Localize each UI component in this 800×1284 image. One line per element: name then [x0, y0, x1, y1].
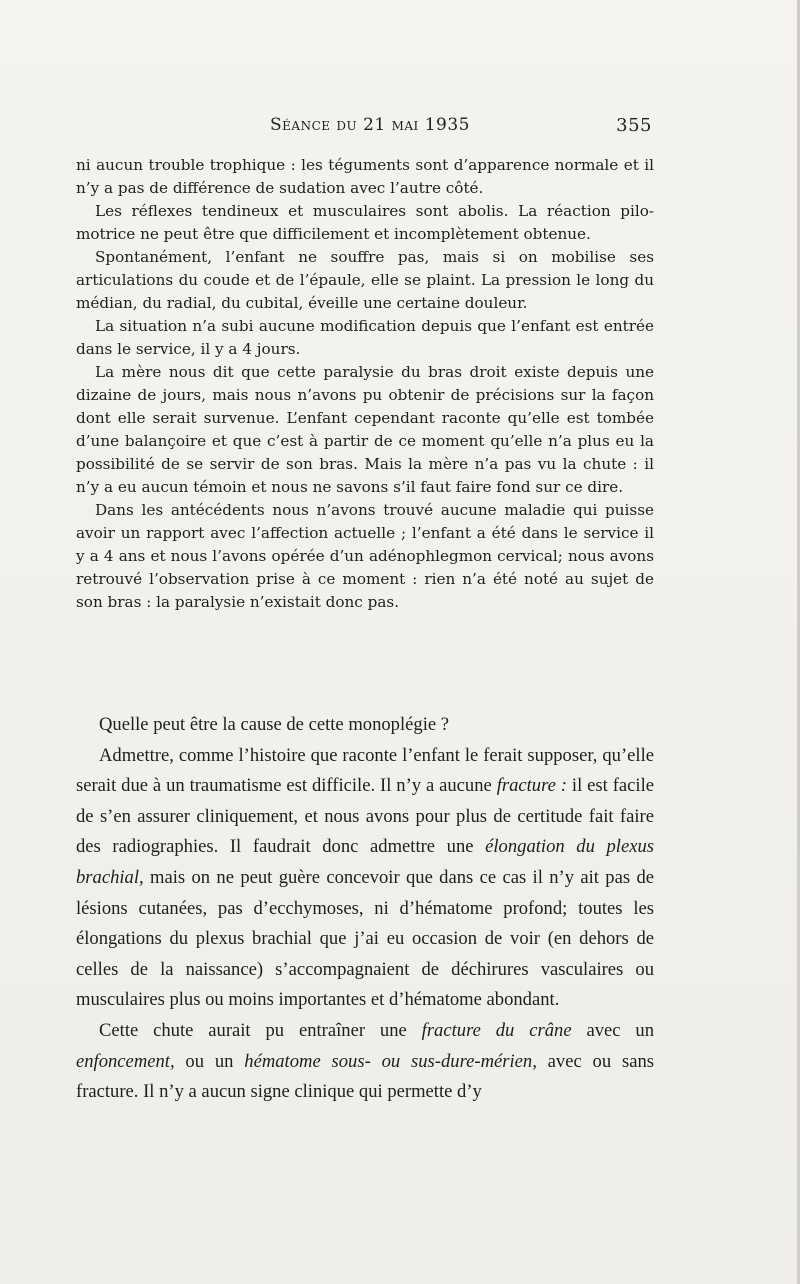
text-run: mais on ne peut guère concevoir que dans ce cas il n’y ait pas de lésions cutanées, pas d’ecchymoses, ni d’hématome profond; toutes les élongations du plexus brachial que j’ai eu occasion de voir (en dehors de celles de la naissance) s’accompagnaient de déchirures vasculaires ou musculaires plus ou moins importantes et d’hématome abondant.: [76, 866, 654, 1011]
paragraph: Spontanément, l’enfant ne souffre pas, mais si on mobilise ses articulations du coude et de l’épaule, elle se plaint. La pression le long du médian, du radial, du cubital, éveille une certaine douleur.: [76, 248, 654, 312]
paragraph: ni aucun trouble trophique : les téguments sont d’apparence normale et il n’y a pas de différence de sudation avec l’autre côté.: [76, 156, 654, 197]
discussion-text: [76, 710, 654, 1108]
paragraph: Les réflexes tendineux et musculaires sont abolis. La réaction pilo-motrice ne peut être que difficilement et incomplètement obtenue.: [76, 202, 654, 243]
case-report-text: [76, 154, 654, 614]
paragraph: La mère nous dit que cette paralysie du bras droit existe depuis une dizaine de jours, mais nous n’avons pu obtenir de précisions sur la façon dont elle serait survenue. L’enfant cependant raconte qu’elle est tombée d’une balançoire et que c’est à partir de ce moment qu’elle n’a plus eu la possibilité de se servir de son bras. Mais la mère n’a pas vu la chute : il n’y a eu aucun témoin et nous ne savons s’il faut faire fond sur ce dire.: [76, 363, 654, 496]
text-run: Cette chute aurait pu entraîner une: [99, 1019, 422, 1041]
text-run: avec ou sans fracture. Il n’y a aucun signe clinique qui permette d’y: [76, 1050, 655, 1103]
italic-term: enfoncement,: [76, 1050, 175, 1072]
text-run: il est facile de s’en assurer cliniquement, et nous avons pour plus de certitude fait faire des radiographies. Il faudrait donc admettre une: [76, 775, 654, 858]
text-run: avec un: [571, 1019, 654, 1041]
text-run: Admettre, comme l’histoire que raconte l’enfant le ferait supposer, qu’elle serait due à un traumatisme est difficile. Il n’y a aucune: [76, 744, 654, 797]
paragraph: Quelle peut être la cause de cette monoplégie ?: [99, 714, 450, 735]
italic-term: élongation du plexus brachial,: [76, 836, 654, 888]
page-number: 355: [616, 115, 652, 136]
paragraph: [76, 1016, 654, 1108]
running-head: Séance du 21 mai 1935: [270, 115, 470, 135]
paragraph: Dans les antécédents nous n’avons trouvé aucune maladie qui puisse avoir un rapport avec l’affection actuelle ; l’enfant a été dans le service il y a 4 ans et nous l’avons opérée d’un adénophlegmon cervical; nous avons retrouvé l’observation prise à ce moment : rien n’a été noté au sujet de son bras : la paralysie n’existait donc pas.: [76, 501, 654, 611]
text-run: ou un: [174, 1050, 245, 1072]
paragraph: La situation n’a subi aucune modification depuis que l’enfant est entrée dans le service, il y a 4 jours.: [76, 317, 654, 358]
paragraph: [76, 741, 654, 1016]
italic-term: fracture du crâne: [421, 1019, 572, 1041]
italic-term: fracture :: [496, 775, 567, 797]
page-header: [76, 115, 654, 143]
italic-term: hématome sous- ou sus-dure-mérien,: [244, 1050, 537, 1072]
